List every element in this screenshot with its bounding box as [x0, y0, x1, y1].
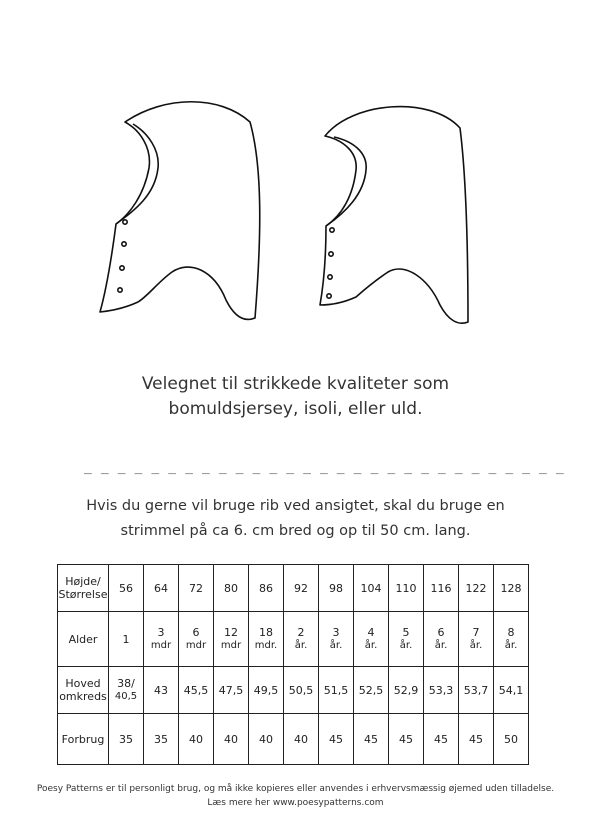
- cell-value: 45: [364, 732, 378, 746]
- cell-value: 1: [122, 632, 130, 646]
- table-cell: [354, 612, 389, 667]
- cell-subvalue: år.: [329, 640, 343, 651]
- cell-subvalue: år.: [469, 640, 483, 651]
- table-cell: [144, 612, 179, 667]
- hood-pattern-right-icon: [320, 107, 468, 324]
- table-cell: [494, 612, 529, 667]
- cell-value: 80: [224, 581, 238, 595]
- table-cell: [249, 714, 284, 765]
- cell-value: 5: [402, 626, 410, 639]
- row-header: Forbrug: [58, 714, 109, 765]
- table-cell: [494, 714, 529, 765]
- table-cell: [179, 667, 214, 714]
- cell-value: 43: [154, 683, 168, 697]
- cell-value: 3: [157, 626, 165, 639]
- cell-value: 54,1: [498, 683, 524, 697]
- cell-value: 52,5: [358, 683, 384, 697]
- cell-value: 110: [395, 581, 417, 595]
- cell-value: 51,5: [323, 683, 349, 697]
- cell-subvalue: år.: [364, 640, 378, 651]
- table-cell: [319, 612, 354, 667]
- cell-value: 38/: [117, 677, 135, 690]
- table-cell: [389, 667, 424, 714]
- cell-value: 116: [430, 581, 452, 595]
- cell-value: 2: [297, 626, 305, 639]
- cell-value: 45: [434, 732, 448, 746]
- table-cell: [319, 565, 354, 612]
- table-cell: [249, 612, 284, 667]
- cell-value: 18: [259, 626, 273, 639]
- table-cell: [214, 714, 249, 765]
- cell-value: 3: [332, 626, 340, 639]
- hood-pattern-left-icon: [100, 102, 260, 320]
- table-cell: [214, 667, 249, 714]
- cell-value: 92: [294, 581, 308, 595]
- cell-value: 53,3: [428, 683, 454, 697]
- table-cell: [424, 612, 459, 667]
- table-cell: [109, 667, 144, 714]
- cell-value: 45: [399, 732, 413, 746]
- table-cell: [109, 612, 144, 667]
- cell-value: 6: [437, 626, 445, 639]
- table-cell: [389, 714, 424, 765]
- cell-value: 45: [329, 732, 343, 746]
- table-cell: [144, 565, 179, 612]
- table-cell: [179, 714, 214, 765]
- table-cell: [214, 612, 249, 667]
- table-cell: [389, 612, 424, 667]
- cell-value: 35: [119, 732, 133, 746]
- cell-subvalue: mdr: [150, 640, 172, 651]
- table-cell: [389, 565, 424, 612]
- cell-value: 53,7: [463, 683, 489, 697]
- cell-value: 49,5: [253, 683, 279, 697]
- cell-value: 4: [367, 626, 375, 639]
- table-cell: [424, 667, 459, 714]
- cell-value: 40: [294, 732, 308, 746]
- cell-value: 45,5: [183, 683, 209, 697]
- table-cell: [249, 565, 284, 612]
- table-cell: [284, 714, 319, 765]
- table-cell: [494, 565, 529, 612]
- table-row: [58, 714, 529, 765]
- table-cell: [459, 714, 494, 765]
- cell-value: 128: [500, 581, 522, 595]
- cell-subvalue: mdr: [185, 640, 207, 651]
- rib-note-line-2: strimmel på ca 6. cm bred og op til 50 cm. lang.: [120, 523, 471, 539]
- table-row: [58, 612, 529, 667]
- cell-value: 56: [119, 581, 133, 595]
- row-header: Hoved omkreds: [58, 667, 109, 714]
- table-row: [58, 667, 529, 714]
- cell-value: 64: [154, 581, 168, 595]
- footer-website-line: Læs mere her www.poesypatterns.com: [207, 798, 384, 808]
- table-cell: [284, 612, 319, 667]
- cell-value: 98: [329, 581, 343, 595]
- table-cell: [109, 714, 144, 765]
- cell-value: 104: [360, 581, 382, 595]
- row-header: Højde/ Størrelse: [58, 565, 109, 612]
- cell-subvalue: 40,5: [114, 691, 138, 702]
- table-cell: [144, 714, 179, 765]
- table-cell: [284, 667, 319, 714]
- footer-copyright-line: Poesy Patterns er til personligt brug, og må ikke kopieres eller anvendes i erhvervsmæssig øjemed uden tilladelse.: [36, 784, 555, 794]
- table-cell: [214, 565, 249, 612]
- rib-note-line-1: Hvis du gerne vil bruge rib ved ansigtet, skal du bruge en: [86, 498, 505, 514]
- cell-value: 40: [224, 732, 238, 746]
- cell-value: 6: [192, 626, 200, 639]
- table-cell: [179, 612, 214, 667]
- size-table: [57, 564, 529, 765]
- hood-illustrations: [0, 0, 591, 340]
- table-cell: [494, 667, 529, 714]
- intro-line-1: Velegnet til strikkede kvaliteter som: [141, 374, 450, 394]
- table-cell: [424, 714, 459, 765]
- cell-value: 47,5: [218, 683, 244, 697]
- cell-value: 45: [469, 732, 483, 746]
- copyright-footer: [0, 782, 591, 810]
- dashed-divider: _ _ _ _ _ _ _ _ _ _ _ _ _ _ _ _ _ _ _ _ _ _ _ _ _ _ _ _ _: [84, 460, 565, 475]
- cell-value: 122: [465, 581, 487, 595]
- cell-value: 7: [472, 626, 480, 639]
- cell-value: 72: [189, 581, 203, 595]
- table-cell: [354, 667, 389, 714]
- cell-value: 50: [504, 732, 518, 746]
- cell-subvalue: mdr: [220, 640, 242, 651]
- cell-subvalue: år.: [294, 640, 308, 651]
- table-cell: [179, 565, 214, 612]
- fabric-recommendation: [0, 372, 591, 422]
- table-cell: [459, 667, 494, 714]
- cell-value: 86: [259, 581, 273, 595]
- cell-value: 40: [189, 732, 203, 746]
- cell-subvalue: år.: [399, 640, 413, 651]
- row-header: Alder: [58, 612, 109, 667]
- table-cell: [354, 714, 389, 765]
- table-cell: [249, 667, 284, 714]
- cell-value: 12: [224, 626, 238, 639]
- cell-subvalue: år.: [504, 640, 518, 651]
- table-cell: [459, 612, 494, 667]
- cell-subvalue: mdr.: [254, 640, 278, 651]
- table-cell: [319, 667, 354, 714]
- table-cell: [354, 565, 389, 612]
- table-cell: [319, 714, 354, 765]
- cell-subvalue: år.: [434, 640, 448, 651]
- cell-value: 52,9: [393, 683, 419, 697]
- table-cell: [424, 565, 459, 612]
- rib-note: [0, 494, 591, 544]
- table-cell: [109, 565, 144, 612]
- table-cell: [144, 667, 179, 714]
- cell-value: 35: [154, 732, 168, 746]
- cell-value: 8: [507, 626, 515, 639]
- table-row: [58, 565, 529, 612]
- cell-value: 50,5: [288, 683, 314, 697]
- cell-value: 40: [259, 732, 273, 746]
- intro-line-2: bomuldsjersey, isoli, eller uld.: [168, 399, 423, 419]
- table-cell: [459, 565, 494, 612]
- table-cell: [284, 565, 319, 612]
